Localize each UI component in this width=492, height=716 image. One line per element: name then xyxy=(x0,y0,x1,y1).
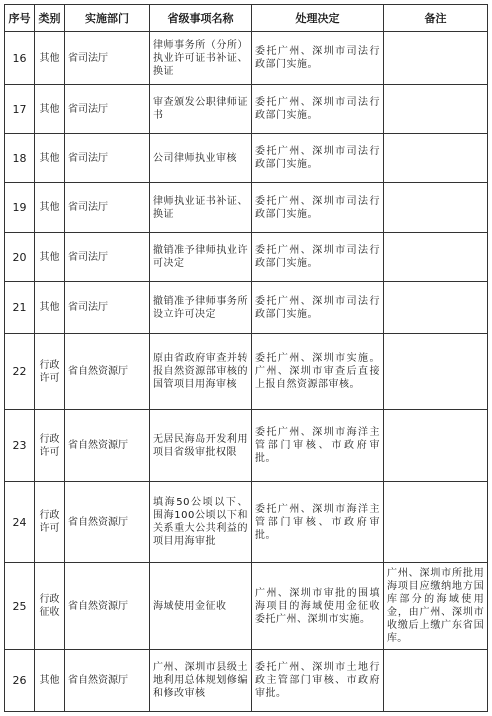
row-category: 行政许可 xyxy=(35,334,65,410)
row-decision: 委托广州、深圳市土地行政主管部门审核、市政府审批。 xyxy=(252,650,384,712)
authority-table xyxy=(4,4,488,712)
table-row xyxy=(5,183,488,233)
header-index: 序号 xyxy=(5,5,35,32)
table-row xyxy=(5,563,488,650)
row-department: 省司法厅 xyxy=(65,85,150,134)
row-category: 其他 xyxy=(35,650,65,712)
row-index: 22 xyxy=(5,334,35,410)
row-note xyxy=(384,482,488,563)
row-category: 其他 xyxy=(35,134,65,183)
row-decision: 委托广州、深圳市海洋主管部门审核、市政府审批。 xyxy=(252,410,384,482)
row-category: 行政许可 xyxy=(35,410,65,482)
row-index: 26 xyxy=(5,650,35,712)
row-note xyxy=(384,282,488,334)
row-note xyxy=(384,650,488,712)
row-department: 省司法厅 xyxy=(65,134,150,183)
row-category: 其他 xyxy=(35,233,65,282)
row-category: 其他 xyxy=(35,183,65,233)
row-category: 其他 xyxy=(35,32,65,85)
row-category: 行政征收 xyxy=(35,563,65,650)
row-department: 省司法厅 xyxy=(65,32,150,85)
row-department: 省司法厅 xyxy=(65,233,150,282)
row-decision: 委托广州、深圳市司法行政部门实施。 xyxy=(252,85,384,134)
row-index: 21 xyxy=(5,282,35,334)
row-index: 24 xyxy=(5,482,35,563)
row-index: 18 xyxy=(5,134,35,183)
row-decision: 委托广州、深圳市司法行政部门实施。 xyxy=(252,32,384,85)
row-decision: 委托广州、深圳市司法行政部门实施。 xyxy=(252,282,384,334)
row-note xyxy=(384,410,488,482)
row-decision: 委托广州、深圳市司法行政部门实施。 xyxy=(252,233,384,282)
row-item: 无居民海岛开发利用项目省级审批权限 xyxy=(150,410,252,482)
row-category: 其他 xyxy=(35,282,65,334)
table-row xyxy=(5,233,488,282)
row-note xyxy=(384,32,488,85)
row-index: 17 xyxy=(5,85,35,134)
table-row xyxy=(5,282,488,334)
row-decision: 委托广州、深圳市司法行政部门实施。 xyxy=(252,183,384,233)
row-item: 公司律师执业审核 xyxy=(150,134,252,183)
row-decision: 委托广州、深圳市司法行政部门实施。 xyxy=(252,134,384,183)
row-note xyxy=(384,134,488,183)
row-department: 省自然资源厅 xyxy=(65,410,150,482)
row-department: 省司法厅 xyxy=(65,282,150,334)
row-index: 23 xyxy=(5,410,35,482)
row-note xyxy=(384,183,488,233)
row-index: 16 xyxy=(5,32,35,85)
row-note xyxy=(384,334,488,410)
table-row xyxy=(5,32,488,85)
table-row xyxy=(5,334,488,410)
row-index: 25 xyxy=(5,563,35,650)
row-item: 撤销准予律师事务所设立许可决定 xyxy=(150,282,252,334)
row-note: 广州、深圳市所批用海项目应缴纳地方国库部分的海域使用金，由广州、深圳市收缴后上缴广东省国库。 xyxy=(384,563,488,650)
row-category: 行政许可 xyxy=(35,482,65,563)
table-row xyxy=(5,410,488,482)
row-department: 省自然资源厅 xyxy=(65,563,150,650)
row-decision: 委托广州、深圳市实施。广州、深圳市审查后直接上报自然资源部审核。 xyxy=(252,334,384,410)
row-department: 省司法厅 xyxy=(65,183,150,233)
row-index: 19 xyxy=(5,183,35,233)
row-department: 省自然资源厅 xyxy=(65,482,150,563)
document-page xyxy=(4,4,488,712)
header-note: 备注 xyxy=(384,5,488,32)
row-item: 原由省政府审查并转报自然资源部审核的国管项目用海审核 xyxy=(150,334,252,410)
row-department: 省自然资源厅 xyxy=(65,650,150,712)
row-category: 其他 xyxy=(35,85,65,134)
row-item: 填海50公顷以下、围海100公顷以下和关系重大公共利益的项目用海审批 xyxy=(150,482,252,563)
header-department: 实施部门 xyxy=(65,5,150,32)
table-header-row xyxy=(5,5,488,32)
row-note xyxy=(384,85,488,134)
row-department: 省自然资源厅 xyxy=(65,334,150,410)
row-index: 20 xyxy=(5,233,35,282)
table-row xyxy=(5,85,488,134)
row-item: 撤销准予律师执业许可决定 xyxy=(150,233,252,282)
row-item: 审查颁发公职律师证书 xyxy=(150,85,252,134)
row-note xyxy=(384,233,488,282)
header-item: 省级事项名称 xyxy=(150,5,252,32)
row-item: 律师事务所（分所）执业许可证书补证、换证 xyxy=(150,32,252,85)
row-item: 海域使用金征收 xyxy=(150,563,252,650)
row-item: 广州、深圳市县级土地利用总体规划修编和修改审核 xyxy=(150,650,252,712)
header-category: 类别 xyxy=(35,5,65,32)
header-decision: 处理决定 xyxy=(252,5,384,32)
table-row xyxy=(5,482,488,563)
table-row xyxy=(5,134,488,183)
table-row xyxy=(5,650,488,712)
row-decision: 委托广州、深圳市海洋主管部门审核、市政府审批。 xyxy=(252,482,384,563)
row-decision: 广州、深圳市审批的围填海项目的海域使用金征收委托广州、深圳市实施。 xyxy=(252,563,384,650)
row-item: 律师执业证书补证、换证 xyxy=(150,183,252,233)
